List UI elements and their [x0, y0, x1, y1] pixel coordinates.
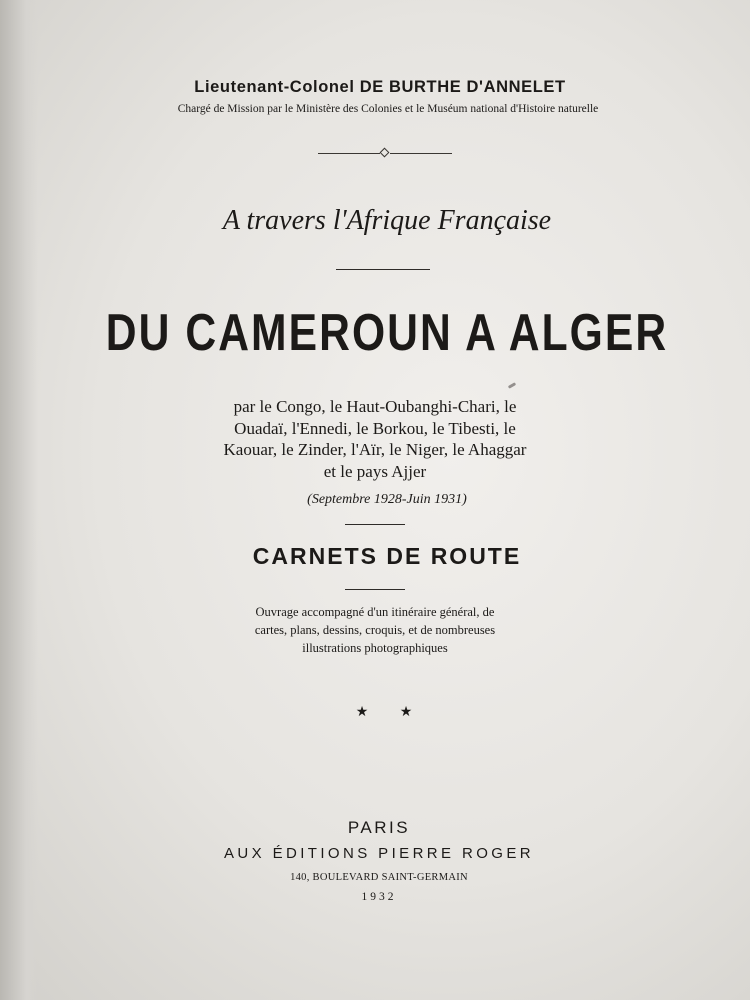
imprint-year: 1932 [361, 891, 397, 903]
ornament-left-bar [318, 153, 380, 154]
rule-divider-3 [345, 589, 405, 590]
imprint-address: 140, BOULEVARD SAINT-GERMAIN [290, 872, 468, 883]
subtitle: CARNETS DE ROUTE [252, 543, 522, 569]
author-name: Lieutenant-Colonel DE BURTHE D'ANNELET [194, 78, 566, 96]
ornament-right-bar [390, 153, 452, 154]
ornament-divider [318, 151, 452, 155]
description-line: illustrations photographiques [302, 641, 448, 655]
imprint-publisher: AUX ÉDITIONS PIERRE ROGER [223, 845, 535, 862]
volume-stars-icon: ★ ★ [355, 705, 427, 720]
page-title: DU CAMEROUN A ALGER [105, 304, 669, 362]
date-range: (Septembre 1928-Juin 1931) [307, 492, 467, 507]
route-line: et le pays Ajjer [323, 461, 427, 481]
rule-divider-2 [345, 524, 405, 525]
imprint-city: PARIS [347, 818, 411, 837]
route-line: par le Congo, le Haut-Oubanghi-Chari, le [233, 397, 517, 416]
description-line: Ouvrage accompagné d'un itinéraire général, de [255, 605, 495, 619]
author-mission: Chargé de Mission par le Ministère des Colonies et le Muséum national d'Histoire naturelle [177, 103, 599, 115]
route-line: Kaouar, le Zinder, l'Aïr, le Niger, le Ahaggar [223, 440, 527, 459]
rule-divider-1 [336, 269, 430, 270]
route-description [190, 396, 560, 482]
description-line: cartes, plans, dessins, croquis, et de nombreuses [254, 623, 496, 637]
series-title: A travers l'Afrique Française [222, 205, 552, 236]
route-line: Ouadaï, l'Ennedi, le Borkou, le Tibesti, le [234, 418, 516, 438]
work-description [200, 603, 550, 657]
